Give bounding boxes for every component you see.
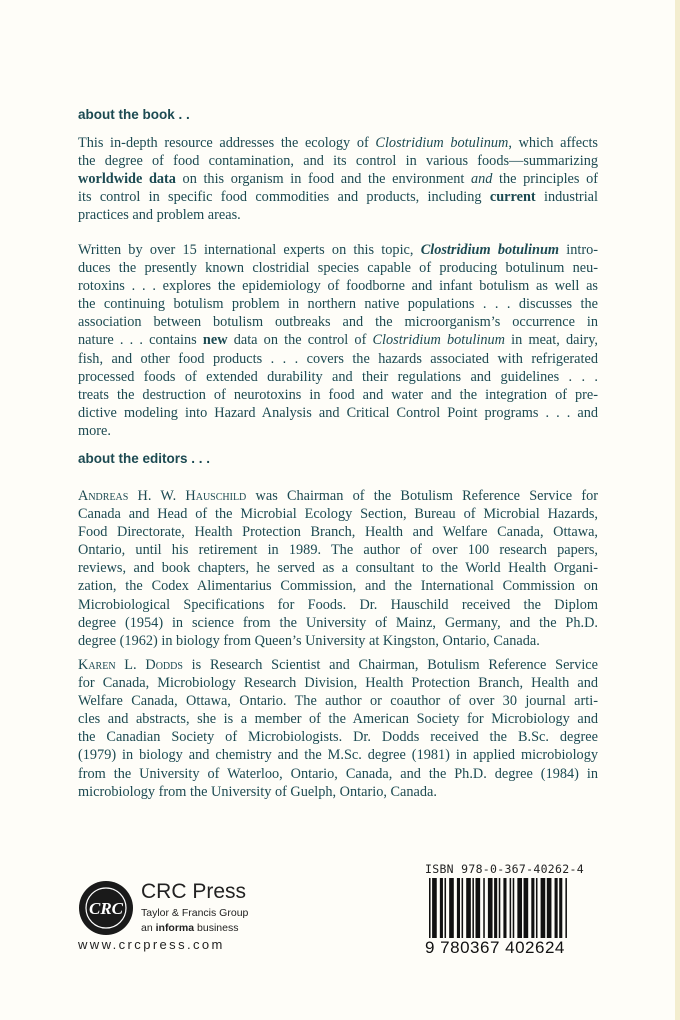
text-line: rotoxins . . . explores the epidemiology of foodborne and infant botulism as well as <box>78 278 598 295</box>
editor-bio-hauschild <box>78 487 598 650</box>
barcode-bar <box>466 878 471 938</box>
text-line: the degree of food contamination, and its control in various foods—summarizing <box>78 153 598 170</box>
publisher-name: CRC Press <box>141 880 247 903</box>
barcode-bar <box>445 878 447 938</box>
editor-bio-dodds <box>78 656 598 801</box>
text-line: treats the destruction of neurotoxins in food and water and the integration of pre- <box>78 386 598 403</box>
barcode-bars <box>429 878 615 938</box>
barcode-bar <box>476 878 481 938</box>
publisher-business: an informa business <box>141 922 239 934</box>
barcode-bar <box>457 878 460 938</box>
text-line: Andreas H. W. Hauschild was Chairman of the Botulism Reference Service for <box>78 488 598 504</box>
barcode-bar <box>513 878 515 938</box>
publisher-group: Taylor & Francis Group <box>141 907 249 919</box>
crc-logo-icon <box>78 880 134 936</box>
text-line: more. <box>78 422 111 439</box>
text-line: from the University of Waterloo, Ontario, Canada, and the Ph.D. degree (1984) in <box>78 765 598 782</box>
text-line: the Canadian Society of Microbiologists. Dr. Dodds received the B.Sc. degree <box>78 729 598 746</box>
barcode-bar <box>547 878 552 938</box>
barcode-bar <box>503 878 506 938</box>
text-line: zation, the Codex Alimentarius Commission, and the International Commission on <box>78 578 598 595</box>
barcode-bar <box>517 878 522 938</box>
text-line: degree (1962) in biology from Queen’s University at Kingston, Ontario, Canada. <box>78 632 540 649</box>
barcode-number: 9 780367 402624 <box>425 938 565 957</box>
barcode-bar <box>565 878 567 938</box>
text-line: duces the presently known clostridial species capable of producing botulinum neu- <box>78 260 598 277</box>
crc-logo-text: CRC <box>88 899 124 918</box>
barcode-bar <box>499 878 501 938</box>
text-line: Ontario, until his retirement in 1989. The author of over 100 research papers, <box>78 542 598 559</box>
text-line: Microbiological Specifications for Foods. Dr. Hauschild received the Diplom <box>78 596 598 613</box>
barcode-bar <box>524 878 529 938</box>
text-line: association between botulism outbreaks and the microorganism’s occurrence in <box>78 314 598 331</box>
text-line: This in-depth resource addresses the ecology of Clostridium botulinum, which affects <box>78 135 598 151</box>
text-line: reviews, and book chapters, he served as a consultant to the World Health Organi- <box>78 560 598 577</box>
page-edge <box>675 0 680 1020</box>
text-line: Written by over 15 international experts on this topic, Clostridium botulinum intro- <box>78 242 598 258</box>
isbn-barcode <box>425 860 617 960</box>
text-line: degree (1954) in science from the University of Mainz, Germany, and the Ph.D. <box>78 614 598 631</box>
about-editors-heading: about the editors . . . <box>78 451 211 466</box>
barcode-bar <box>449 878 454 938</box>
barcode-bar <box>462 878 464 938</box>
text-line: dictive modeling into Hazard Analysis and Critical Control Point programs . . . and <box>78 404 598 421</box>
text-line: worldwide data on this organism in food and the environment and the principles of <box>78 171 598 188</box>
publisher-block <box>78 880 278 960</box>
about-book-heading: about the book . . <box>78 107 190 122</box>
isbn-label: ISBN 978-0-367-40262-4 <box>425 862 584 876</box>
barcode-bar <box>488 878 493 938</box>
text-line: Canada and Head of the Microbial Ecology Section, Bureau of Microbial Hazards, <box>78 506 598 523</box>
barcode-bar <box>494 878 497 938</box>
barcode-bar <box>541 878 546 938</box>
barcode-bar <box>483 878 485 938</box>
text-line: the continuing botulism problem in northern native populations . . . discusses the <box>78 296 598 313</box>
text-line: Welfare Canada, Ottawa, Ontario. The author or coauthor of over 30 journal arti- <box>78 693 598 710</box>
barcode-bar <box>432 878 437 938</box>
about-book-paragraph-2 <box>78 241 598 440</box>
text-line: fish, and other food products . . . covers the hazards associated with refrigerated <box>78 350 598 367</box>
barcode-bar <box>555 878 558 938</box>
text-line: (1979) in biology and chemistry and the M.Sc. degree (1981) in applied microbiology <box>78 747 598 764</box>
text-line: Food Directorate, Health Protection Branch, Health and Welfare Canada, Ottawa, <box>78 524 598 541</box>
barcode-bar <box>472 878 474 938</box>
text-line: processed foods of extended durability and their regulations and guidelines . . . <box>78 368 598 385</box>
editor-name: Karen L. Dodds <box>78 657 183 673</box>
barcode-bar <box>429 878 431 938</box>
barcode-bar <box>559 878 562 938</box>
text-line: cles and abstracts, she is a member of the American Society for Microbiology and <box>78 711 598 728</box>
text-line: Karen L. Dodds is Research Scientist and Chairman, Botulism Reference Service <box>78 657 598 673</box>
text-line: nature . . . contains new data on the control of Clostridium botulinum in meat, dairy, <box>78 332 598 349</box>
barcode-bar <box>536 878 538 938</box>
barcode-bar <box>531 878 534 938</box>
text-line: microbiology from the University of Guelph, Ontario, Canada. <box>78 783 437 800</box>
barcode-bar <box>440 878 443 938</box>
text-line: practices and problem areas. <box>78 207 241 224</box>
publisher-website: www.crcpress.com <box>78 937 225 952</box>
text-line: for Canada, Microbiology Research Division, Health Protection Branch, Health and <box>78 675 598 692</box>
editor-name: Andreas H. W. Hauschild <box>78 488 247 504</box>
text-line: its control in specific food commodities and products, including current industrial <box>78 189 598 206</box>
barcode-bar <box>510 878 512 938</box>
about-book-paragraph-1 <box>78 134 598 224</box>
